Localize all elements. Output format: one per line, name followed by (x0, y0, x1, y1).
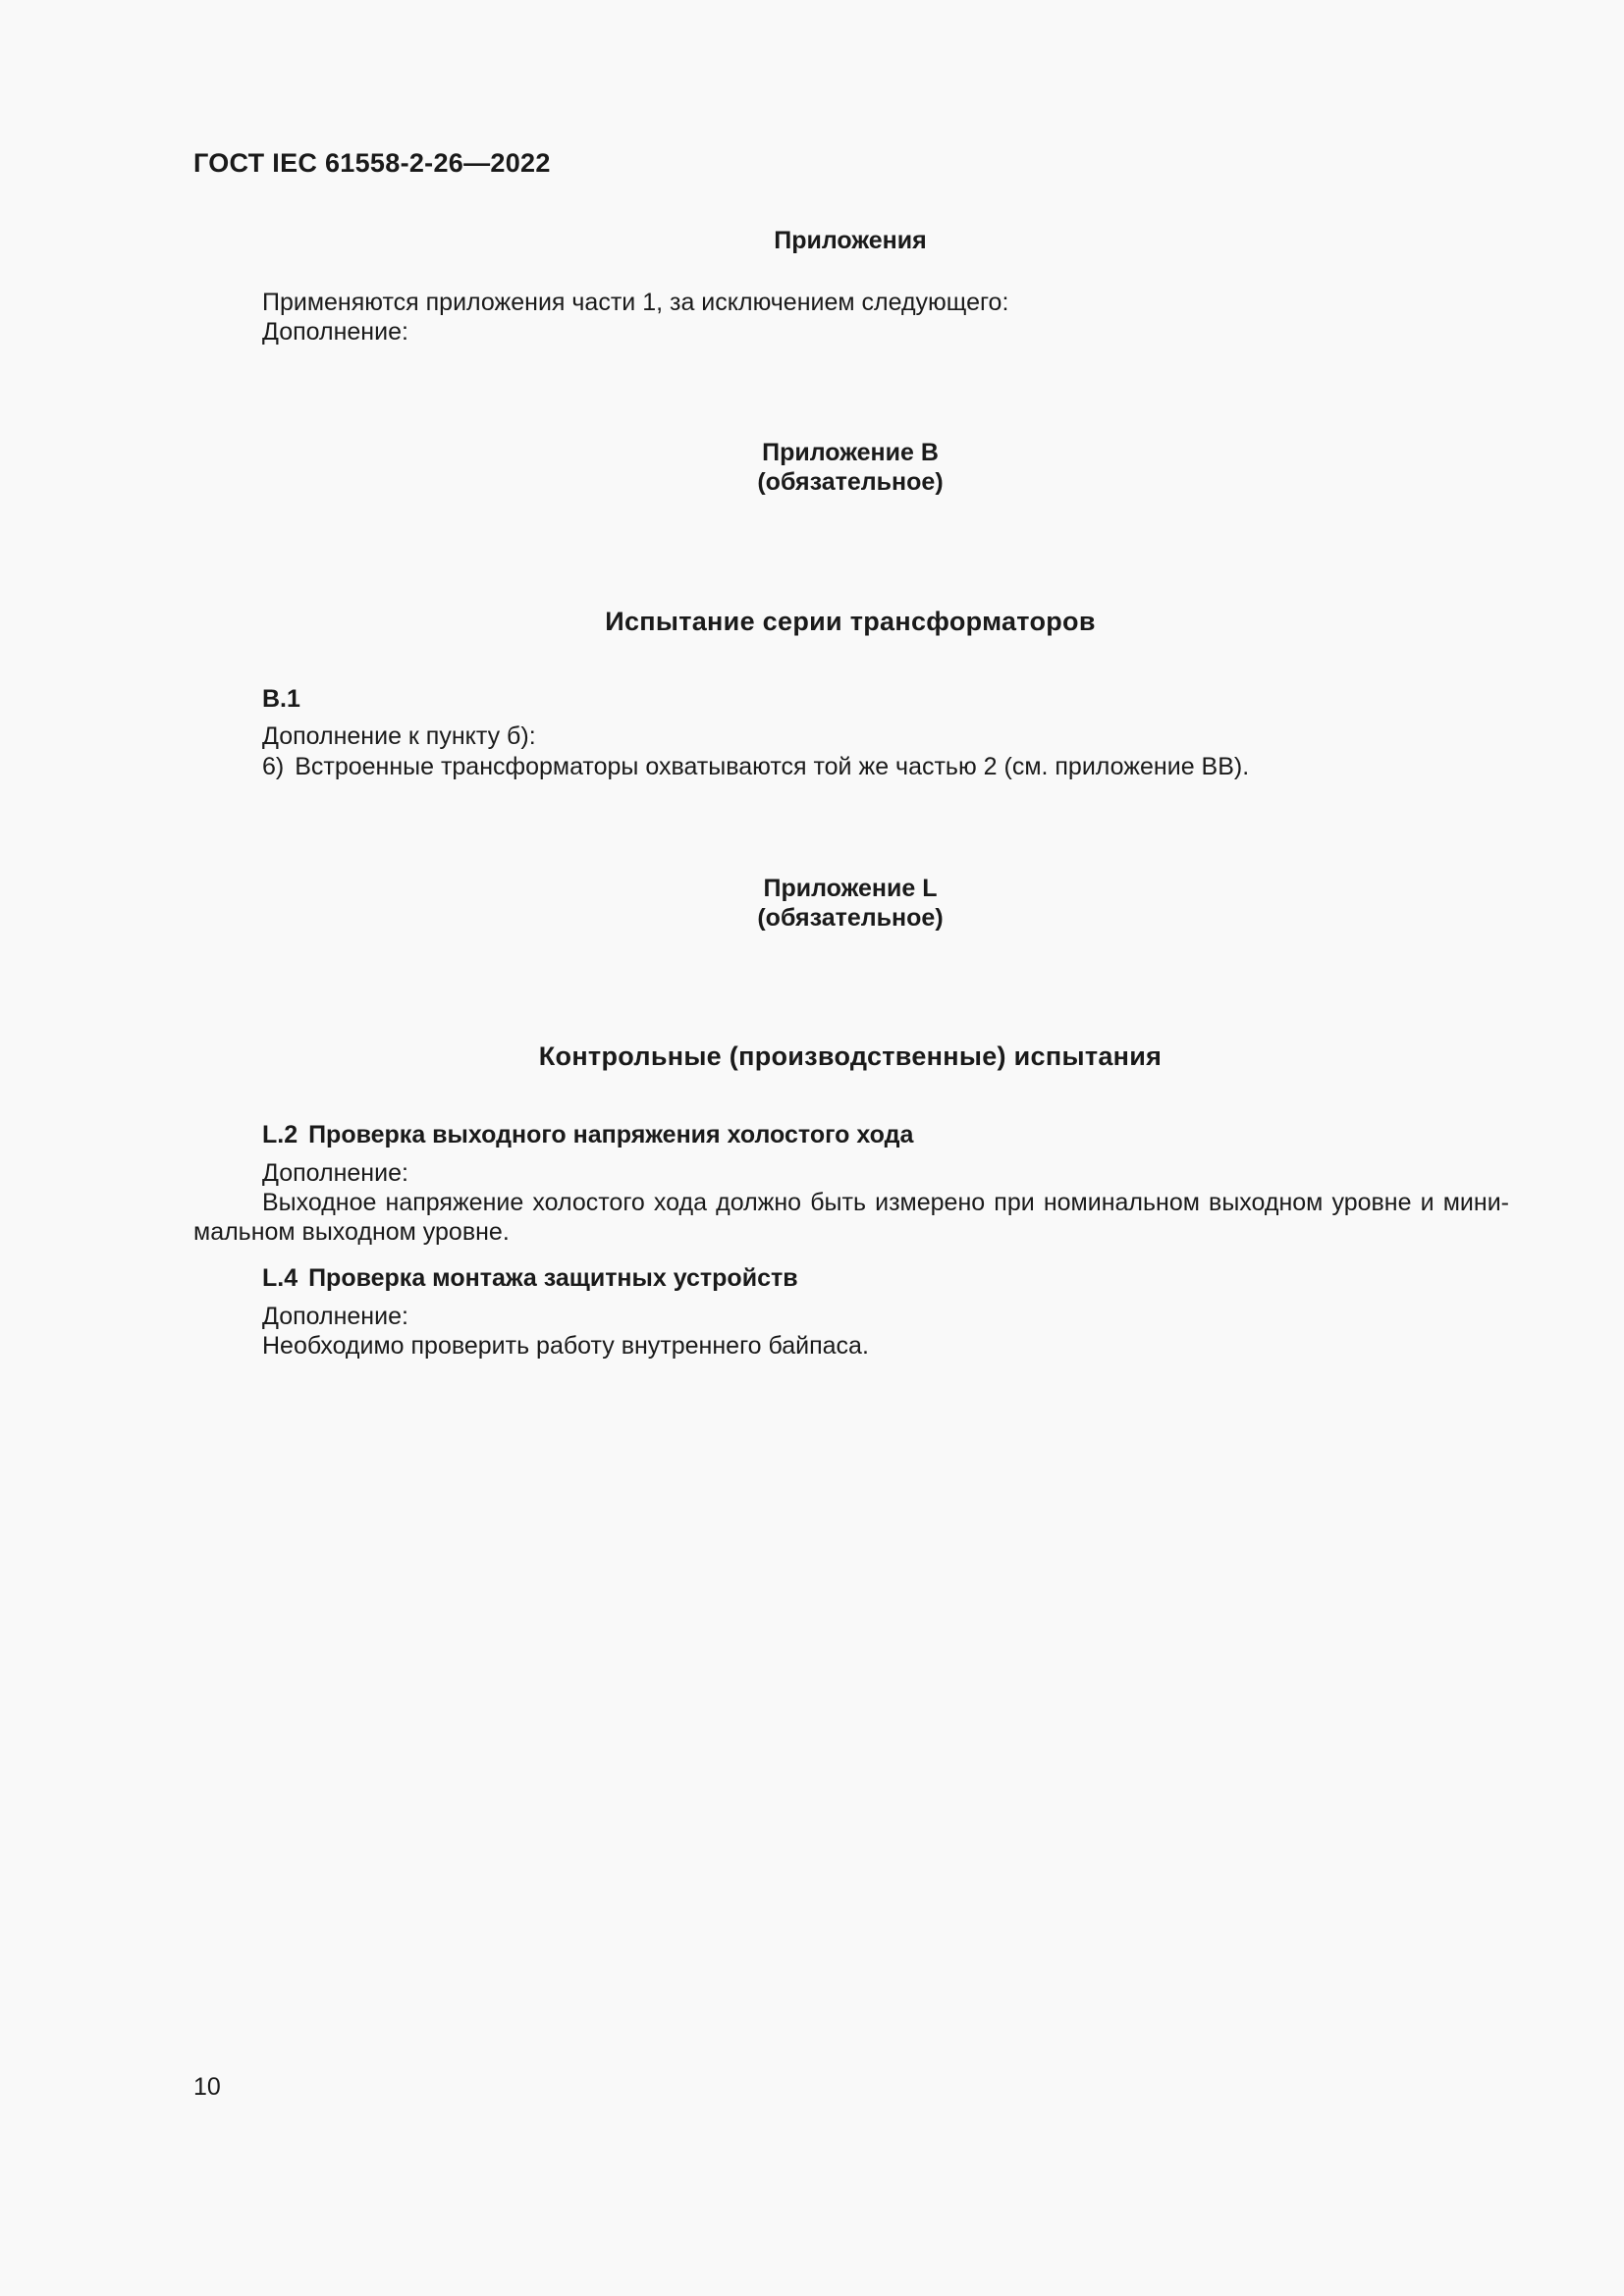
clause-l2-title: Проверка выходного напряжения холостого хода (308, 1121, 914, 1148)
annex-l-heading: Контрольные (производственные) испытания (538, 1041, 1163, 1071)
annex-l-status: (обязательное) (757, 904, 944, 932)
clause-l2-number: L.2 (262, 1121, 298, 1148)
annex-b-title-block (684, 438, 1016, 497)
clause-b1-number: B.1 (262, 685, 300, 713)
clause-b1-item-number: 6) (262, 753, 285, 780)
clause-l2-heading (262, 1120, 913, 1149)
clause-l4-text: Необходимо проверить работу внутреннего байпаса. (262, 1332, 869, 1360)
clause-l4-title: Проверка монтажа защитных устройств (308, 1264, 798, 1292)
annexes-intro: Применяются приложения части 1, за исключением следующего: (262, 289, 1009, 316)
annex-b-title: Приложение B (762, 439, 939, 466)
annex-b-heading: Испытание серии трансформаторов (605, 607, 1096, 636)
annex-b-status: (обязательное) (757, 468, 944, 496)
clause-b1-item (262, 752, 1249, 781)
annexes-addition-label: Дополнение: (262, 318, 408, 346)
page-number: 10 (193, 2073, 221, 2101)
clause-l4-addition-label: Дополнение: (262, 1303, 408, 1330)
annex-l-title: Приложение L (763, 875, 938, 902)
clause-l4-number: L.4 (262, 1264, 298, 1292)
annex-l-title-block (684, 874, 1016, 933)
annexes-title: Приложения (774, 227, 927, 254)
document-code: ГОСТ IEC 61558-2-26—2022 (193, 148, 551, 178)
clause-l2-text: Выходное напряжение холостого хода должно быть измерено при номинальном выходном уровне и мини-мальном выходном уровне. (193, 1189, 1509, 1246)
clause-b1-item-text: Встроенные трансформаторы охватываются той же частью 2 (см. приложение BB). (295, 753, 1250, 780)
clause-l4-heading (262, 1263, 798, 1293)
clause-l2-addition-label: Дополнение: (262, 1159, 408, 1187)
clause-b1-addition-label: Дополнение к пункту б): (262, 722, 536, 750)
